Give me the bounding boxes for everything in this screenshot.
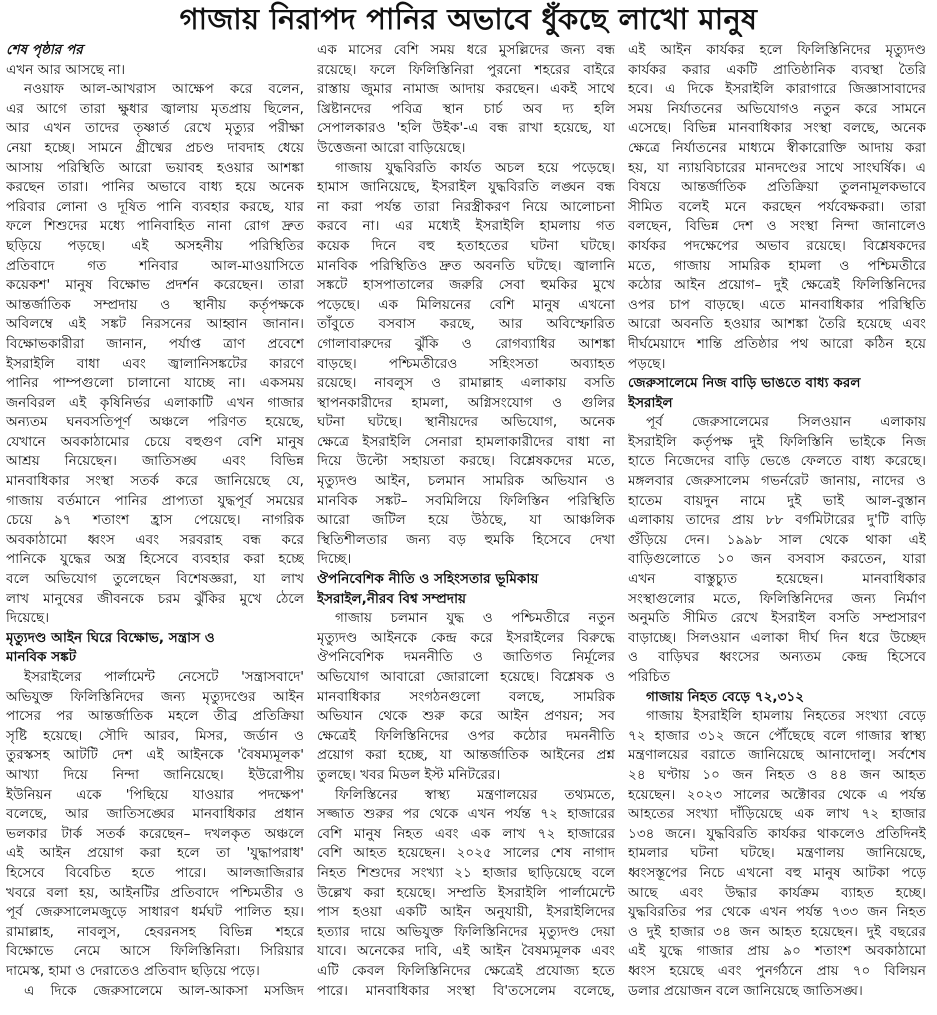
paragraph: [6, 668, 304, 982]
paragraph: [628, 413, 926, 687]
text-line: নওয়াফ আল-আখরাস আক্ষেপ করে বলেন,: [24, 81, 304, 98]
text-line: খবরে বলা হয়, আইনটির প্রতিবাদে পশ্চিমতীর ও: [6, 884, 304, 901]
text-line: ধ্বংসস্তূপের নিচে এখনো বহু মানুষ আটকা পড়ে: [628, 864, 926, 881]
text-line: ইসরাইলি কর্তৃপক্ষ দুই ফিলিস্তিনি ভাইকে নিজ: [628, 433, 926, 450]
text-line: আহতের সংখ্যা দাঁড়িয়েছে এক লাখ ৭২ হাজার: [628, 806, 926, 823]
text-line: প্রতিবাদে গত শনিবার আল-মাওয়াসিতে: [6, 257, 304, 274]
text-line: হত্যার দায়ে অভিযুক্ত ফিলিস্তিনিদের মৃত্যুদণ্ড দেয়া: [317, 923, 615, 940]
text-line: সজ্জাত শুরুর পর থেকে এখন পর্যন্ত ৭২ হাজারের: [317, 806, 615, 823]
text-line: করছেন তারা। পানির অভাবে বাধ্য হয়ে অনেক: [6, 179, 304, 196]
text-line: মন্ত্রণালয়ের বরাতে জানিয়েছে আনাদোলু। সর্বশেষ: [628, 747, 926, 764]
text-line: বলেছে, আর জাতিসঙ্ঘের মানবাধিকার প্রধান: [6, 806, 304, 823]
text-line: রামাল্লাহ, নাবলুস, হেবরনসহ বিভিন্ন শহরে: [6, 923, 304, 940]
text-line: হাতে নিজেদের বাড়ি ভেঙে ফেলতে বাধ্য করেছে।: [628, 453, 926, 470]
text-line: অভিযান থেকে শুরু করে আইন প্রণয়ন; সব: [317, 708, 615, 725]
text-line: গাজায় নিহত বেড়ে ৭২,৩১২: [646, 688, 805, 705]
text-line: ঘটনা ঘটছে। স্থানীয়দের অভিযোগ, অনেক: [317, 414, 615, 431]
text-line: ফিলিস্তিনের স্বাস্থ্য মন্ত্রণালয়ের তথ্যমতে,: [335, 786, 615, 803]
text-line: আসায় পরিস্থিতি আরো ভয়াবহ হওয়ার আশঙ্কা: [6, 159, 304, 176]
text-line: গাজায় বর্তমানে পানির প্রাপ্যতা যুদ্ধপূর্ব সময়ের: [6, 492, 304, 509]
paragraph: [6, 61, 304, 81]
text-line: সঙ্কটে হাসপাতালের জরুরি সেবা হুমকির মুখে: [317, 277, 615, 294]
text-line: ২৪ ঘণ্টায় ১০ জন নিহত ও ৪৪ জন আহত: [628, 766, 926, 783]
paragraph: [6, 982, 304, 1002]
text-line: এখন আর আসছে না।: [6, 61, 126, 78]
text-line: দামেস্ক, হামা ও দেরাতেও প্রতিবাদ ছড়িয়ে পড়ে।: [6, 962, 260, 979]
text-line: জেরুসালেমে নিজ বাড়ি ভাঙতে বাধ্য করল: [628, 375, 861, 392]
text-line: এর আগে তারা ক্ষুধার জ্বালায় মৃতপ্রায় ছিলেন,: [6, 100, 304, 117]
text-line: আখ্যা দিয়ে নিন্দা জানিয়েছে। ইউরোপীয়: [6, 766, 304, 783]
text-line: দীর্ঘমেয়াদে শান্তি প্রতিষ্ঠার পথ আরো কঠিন হয়ে: [628, 335, 926, 352]
text-line: কঠোর আইন প্রয়োগ– দুই ক্ষেত্রেই ফিলিস্তিনিদের: [628, 277, 926, 294]
text-line: রয়েছে। নাবলুস ও রামাল্লাহ এলাকায় বসতি: [317, 375, 615, 392]
text-line: মানবাধিকার সংগঠনগুলো বলছে, সামরিক: [317, 688, 615, 705]
text-line: না করা পর্যন্ত তারা নিরস্ত্রীকরণ নিয়ে আলোচনা: [317, 198, 615, 215]
text-line: ক্ষেত্রে নির্যাতনের মাধ্যমে স্বীকারোক্তি আদায় করা: [628, 139, 926, 156]
text-line: অন্যতম ঘনবসতিপূর্ণ অঞ্চলে পরিণত হয়েছে,: [6, 414, 304, 431]
paragraph: [317, 41, 615, 159]
text-line: করবে না। এর মধ্যেই ইসরাইলি হামলায় গত: [317, 218, 615, 235]
text-line: এক মাসের বেশি সময় ধরে মুসল্লিদের জন্য বন্ধ: [317, 42, 615, 58]
article-headline: গাজায় নিরাপদ পানির অভাবে ধুঁকছে লাখো মানুষ: [179, 2, 758, 36]
text-line: অভিযোগ আবারো জোরালো হয়েছে। বিশ্লেষক ও: [317, 669, 615, 685]
text-line: ইউনিয়ন একে 'পিছিয়ে যাওয়ার পদক্ষেপ': [6, 786, 304, 803]
text-line: আছে এবং উদ্ধার কার্যক্রম ব্যাহত হচ্ছে।: [628, 884, 926, 901]
text-line: হামলার ঘটনা ঘটছে। মন্ত্রণালয় জানিয়েছে,: [628, 845, 926, 862]
text-line: ফলে শিশুদের মধ্যে পানিবাহিত নানা রোগ দ্রুত: [6, 218, 304, 235]
text-line: মানবাধিকার সংস্থা সতর্ক করে জানিয়েছে যে,: [6, 473, 304, 490]
text-line: ইসরাইল,নীরব বিশ্ব সম্প্রদায়: [317, 590, 467, 607]
text-line: ঔপনিবেশিক দমননীতি ও জাতিগত নির্মূলের: [317, 649, 615, 666]
text-line: অভিযুক্ত ফিলিস্তিনিদের জন্য মৃত্যুদণ্ডের আইন: [6, 688, 304, 705]
text-line: ছড়িয়ে পড়ছে। এই অসহনীয় পরিস্থিতির: [6, 237, 304, 254]
text-line: এলাকায় তাদের প্রায় ৮৮ বর্গমিটারের দু'টি বাড়ি: [628, 512, 926, 529]
text-line: দিচ্ছে।: [317, 551, 352, 568]
text-line: হিসেবে বিবেচিত হতে পারে। আলজাজিরার: [6, 864, 304, 881]
text-line: বলে অভিযোগ তুলেছেন বিশেষজ্ঞরা, যা লাখ: [6, 571, 304, 588]
text-line: পূর্ব জেরুসালেমের সিলওয়ান এলাকায়: [646, 414, 926, 431]
text-line: ডলার প্রয়োজন বলে জানিয়েছে জাতিসঙ্ঘ।: [628, 982, 863, 999]
text-line: বাড়াচ্ছে। সিলওয়ান এলাকা দীর্ঘ দিন ধরে উচ্ছেদ: [628, 629, 926, 646]
text-line: স্থাপনকারীদের হামলা, অগ্নিসংযোগ ও গুলির: [317, 394, 615, 411]
text-line: বিক্ষোভকারীরা জানান, পর্যাপ্ত ত্রাণ প্রবেশে: [6, 335, 304, 352]
section-subheading: [628, 374, 926, 413]
text-line: তুলছে। খবর মিডল ইস্ট মনিটরের।: [317, 766, 501, 783]
text-line: গোলাবারুদের ঝুঁকি ও রোগব্যাধির আশঙ্কা: [317, 335, 615, 352]
text-line: বিষয়ে আন্তর্জাতিক প্রতিক্রিয়া তুলনামূলকভাবে: [628, 179, 926, 196]
text-line: উত্তেজনা আরো বাড়িয়েছে।: [317, 139, 466, 156]
text-line: সৃষ্টি হয়েছে। সৌদি আরব, মিসর, জর্ডান ও: [6, 727, 304, 744]
text-line: পূর্ব জেরুসালেমজুড়ে সাধারণ ধর্মঘট পালিত হয়।: [6, 904, 304, 921]
text-line: সেপালকারও 'হলি উইক'-এ বন্ধ রাখা হয়েছে, যা: [317, 120, 615, 137]
text-line: বেশি আহত হয়েছেন। ২০২৫ সালের শেষ নাগাদ: [317, 845, 615, 862]
text-line: শেষ পৃষ্ঠার পর: [6, 42, 83, 58]
text-line: পাস হওয়া একটি আইন অনুযায়ী, ইসরাইলিদের: [317, 904, 615, 921]
text-line: এই আইন প্রয়োগ করা হলে তা 'যুদ্ধাপরাধ': [6, 845, 304, 862]
text-line: ঔপনিবেশিক নীতি ও সহিংসতার ভূমিকায়: [317, 571, 539, 588]
text-line: প্রয়োগ করা হচ্ছে, যা আন্তর্জাতিক আইনের প্রশ্ন: [317, 747, 615, 764]
text-line: তুরস্কসহ আটটি দেশ এই আইনকে 'বৈষম্যমূলক': [6, 747, 304, 764]
text-line: বাড়িগুলোতে ১০ জন বসবাস করতেন, যারা: [628, 551, 926, 568]
text-line: অনুমতি সীমিত রেখে ইসরাইল বসতি সম্প্রসারণ: [628, 610, 926, 627]
text-line: লাখ মানুষের জীবনকে চরম ঝুঁকির মুখে ঠেলে: [6, 590, 304, 607]
text-line: পানির পাম্পগুলো চালানো যাচ্ছে না। একসময়: [6, 375, 304, 392]
text-line: ধ্বংস হয়েছে এবং পুনর্গঠনে প্রায় ৭০ বিলিয়ন: [628, 962, 926, 979]
text-line: এসেছে। বিভিন্ন মানবাধিকার সংস্থা বলছে, অনেক: [628, 120, 926, 137]
text-line: আরো জটিল হয়ে উঠছে, যা আঞ্চলিক: [317, 512, 615, 529]
text-line: গাজায় চলমান যুদ্ধ ও পশ্চিমতীরে নতুন: [335, 610, 615, 627]
text-line: মানবিক সঙ্কট: [6, 649, 77, 666]
paragraph: [6, 80, 304, 629]
text-line: হয়েছেন। ২০২৩ সালের অক্টোবর থেকে এ পর্যন্ত: [628, 786, 926, 803]
text-line: পারে। মানবাধিকার সংস্থা বি'তসেলেম বলেছে,: [317, 982, 615, 999]
paragraph: [317, 609, 615, 785]
paragraph: [317, 786, 615, 1002]
text-line: অবকাঠামো ধ্বংস এবং সরবরাহ বন্ধ করে: [6, 531, 304, 548]
text-line: সময় নির্যাতনের অভিযোগও নতুন করে সামনে: [628, 100, 926, 117]
text-line: দিয়েছে।: [6, 610, 50, 627]
text-line: মৃত্যুদণ্ড আইন ঘিরে বিক্ষোভ, সন্ত্রাস ও: [6, 629, 215, 646]
text-line: আরো অবনতি হওয়ার আশঙ্কা তৈরি হয়েছে এবং: [628, 316, 926, 333]
text-line: মৃত্যুদণ্ড আইনকে কেন্দ্র করে ইসরাইলের বিরুদ্ধে: [317, 629, 615, 646]
text-line: খ্রিষ্টানদের পবিত্র স্থান চার্চ অব দ্য হলি: [317, 100, 615, 117]
article-column-2: [317, 41, 615, 1001]
text-line: পানিকে যুদ্ধের অস্ত্র হিসেবে ব্যবহার করা হচ্ছে: [6, 551, 304, 568]
text-line: আন্তর্জাতিক সম্প্রদায় ও স্থানীয় কর্তৃপক্ষকে: [6, 296, 304, 313]
text-line: যুদ্ধবিরতির পর থেকে এখন পর্যন্ত ৭৩৩ জন নিহত: [628, 904, 926, 921]
text-line: গুঁড়িয়ে দেন। ১৯৯৮ সাল থেকে থাকা এই: [628, 531, 926, 548]
text-line: তাঁবুতে বসবাস করছে, আর অবিস্ফোরিত: [317, 316, 615, 333]
text-line: পাসের পর আন্তর্জাতিক মহলে তীব্র প্রতিক্রিয়া: [6, 708, 304, 725]
text-line: ভলকার টার্ক সতর্ক করেছেন– দখলকৃত অঞ্চলে: [6, 825, 304, 842]
paragraph: [628, 707, 926, 1001]
text-line: সীমিত বলেই মনে করছেন পর্যবেক্ষকরা। তারা: [628, 198, 926, 215]
text-line: যাবে। অনেকের দাবি, এই আইন বৈষম্যমূলক এবং: [317, 943, 615, 960]
text-line: মানবিক সঙ্কট– সবমিলিয়ে ফিলিস্তিন পরিস্থিতি: [317, 492, 615, 509]
text-line: দিয়ে উল্টো সহায়তা করছে। বিশ্লেষকদের মতে,: [317, 453, 615, 470]
text-line: নেয়া হচ্ছে। সামনে গ্রীষ্মের প্রচণ্ড দাবদাহ ধেয়ে: [6, 139, 304, 156]
text-line: হবে। এ দিকে ইসরাইলি কারাগারে জিজ্ঞাসাবাদের: [628, 81, 926, 98]
text-line: এই আইন কার্যকর হলে ফিলিস্তিনিদের মৃত্যুদণ্ড: [628, 42, 926, 58]
text-line: ও বাড়িঘর ধ্বংসের অন্যতম কেন্দ্র হিসেবে: [628, 649, 926, 666]
text-line: ১৩৪ জনে। যুদ্ধবিরতি কার্যকর থাকলেও প্রতিদিনই: [628, 825, 926, 842]
text-line: আশ্রয় নিয়েছেন। জাতিসঙ্ঘ এবং বিভিন্ন: [6, 453, 304, 470]
article-column-1: [6, 41, 304, 1001]
text-line: সংস্থাগুলোর মতে, ফিলিস্তিনিদের জন্য নির্মাণ: [628, 590, 926, 607]
text-line: মতে, গাজায় সামরিক হামলা ও পশ্চিমতীরে: [628, 257, 926, 274]
text-line: রাস্তায় জুমার নামাজ আদায় করছেন। একই সাথে: [317, 81, 615, 98]
text-line: চেয়ে ৯৭ শতাংশ হ্রাস পেয়েছে। নাগরিক: [6, 512, 304, 529]
text-line: কার্যকর করার একটি প্রাতিষ্ঠানিক ব্যবস্থা তৈরি: [628, 61, 926, 78]
text-line: বলছেন, বিভিন্ন দেশ ও সংস্থা নিন্দা জানালেও: [628, 218, 926, 235]
paragraph: [317, 159, 615, 570]
text-line: হাতেম বায়দুন নামে দুই ভাই আল-বুস্তান: [628, 492, 926, 509]
text-line: ইসরাইলি বাধা এবং জ্বালানিসঙ্কটের কারণে: [6, 355, 304, 372]
text-line: মৃত্যুদণ্ড আইন, চলমান সামরিক অভিযান ও: [317, 473, 615, 490]
text-line: ও দুই হাজার ৩৪ জন আহত হয়েছেন। দুই বছরের: [628, 923, 926, 940]
text-line: হামাস জানিয়েছে, ইসরাইল যুদ্ধবিরতি লঙ্ঘন বন্ধ: [317, 179, 615, 196]
text-line: পড়ছে।: [628, 355, 666, 372]
text-line: এটি কেবল ফিলিস্তিনিদের ক্ষেত্রেই প্রযোজ্য হতে: [317, 962, 615, 979]
text-line: বিক্ষোভে নেমে আসে ফিলিস্তিনিরা। সিরিয়ার: [6, 943, 304, 960]
text-line: মানবিক পরিস্থিতিও দ্রুত অবনতি ঘটছে। জ্বালানি: [317, 257, 615, 274]
text-line: পরিবার লোনা ও দূষিত পানি ব্যবহার করছে, যার: [6, 198, 304, 215]
text-line: এ দিকে জেরুসালেমে আল-আকসা মসজিদ: [24, 982, 304, 999]
text-line: বাড়ছে। পশ্চিমতীরেও সহিংসতা অব্যাহত: [317, 355, 615, 372]
text-line: এই যুদ্ধে গাজার প্রায় ৯০ শতাংশ অবকাঠামো: [628, 943, 926, 960]
text-line: ওপর চাপ বাড়ছে। এতে মানবাধিকার পরিস্থিতি: [628, 296, 926, 313]
text-line: কার্যকর পদক্ষেপের অভাব রয়েছে। বিশ্লেষকদের: [628, 237, 926, 254]
text-line: হয়, যা ন্যায়বিচারের মানদণ্ডের সাথে সাংঘর্ষিক। এ: [628, 159, 926, 176]
text-line: এখন বাস্তুচ্যুত হয়েছেন। মানবাধিকার: [628, 571, 926, 588]
continued-from-label: [6, 41, 304, 61]
text-line: পরিচিত: [628, 669, 671, 685]
text-line: মঙ্গলবার জেরুসালেম গভর্নরেট জানায়, নাদের ও: [628, 473, 926, 490]
article-column-3: [628, 41, 926, 1001]
text-line: গাজায় যুদ্ধবিরতি কার্যত অচল হয়ে পড়েছে।: [335, 159, 615, 176]
text-line: অবিলম্বে এই সঙ্কট নিরসনের আহ্বান জানান।: [6, 316, 304, 333]
text-line: রয়েছে। ফলে ফিলিস্তিনিরা পুরনো শহরের বাইরে: [317, 61, 615, 78]
text-line: যেখানে অবকাঠামোর চেয়ে বহুগুণ বেশি মানুষ: [6, 433, 304, 450]
text-line: ক্ষেত্রে ইসরাইলি সেনারা হামলাকারীদের বাধা না: [317, 433, 615, 450]
section-subheading: [6, 629, 304, 668]
text-line: গাজায় ইসরাইলি হামলায় নিহতের সংখ্যা বেড়ে: [646, 708, 926, 725]
text-line: জনবিরল এই কৃষিনির্ভর এলাকাটি এখন গাজার: [6, 394, 304, 411]
text-line: ইসরাইলের পার্লামেন্ট নেসেটে 'সন্ত্রাসবাদে': [24, 669, 304, 685]
text-line: ইসরাইল: [628, 394, 673, 411]
text-line: আর এখন তাদের তৃষ্ণার্ত রেখে মৃত্যুর পরীক্ষা: [6, 120, 304, 137]
text-line: ৭২ হাজার ৩১২ জনে পৌঁছেছে বলে গাজার স্বাস্থ্য: [628, 727, 926, 744]
text-line: উল্লেখ করা হয়েছে। সম্প্রতি ইসরাইলি পার্লামেন্টে: [317, 884, 615, 901]
paragraph: [628, 41, 926, 374]
section-subheading: [317, 570, 615, 609]
text-line: বেশি মানুষ নিহত এবং এক লাখ ৭২ হাজারের: [317, 825, 615, 842]
text-line: কয়েক দিনে বহু হতাহতের ঘটনা ঘটছে।: [317, 237, 615, 254]
text-line: কয়েকশ' মানুষ বিক্ষোভ প্রদর্শন করেছেন। তারা: [6, 277, 304, 294]
text-line: নিহত শিশুদের সংখ্যা ২১ হাজার ছাড়িয়েছে বলে: [317, 864, 615, 881]
text-line: ক্ষেত্রেই ফিলিস্তিনিদের ওপর কঠোর দমননীতি: [317, 727, 615, 744]
text-line: স্থিতিশীলতার জন্য বড় হুমকি হিসেবে দেখা: [317, 531, 615, 548]
text-line: পড়েছে। এক মিলিয়নের বেশি মানুষ এখনো: [317, 296, 615, 313]
section-subheading: [628, 688, 926, 708]
